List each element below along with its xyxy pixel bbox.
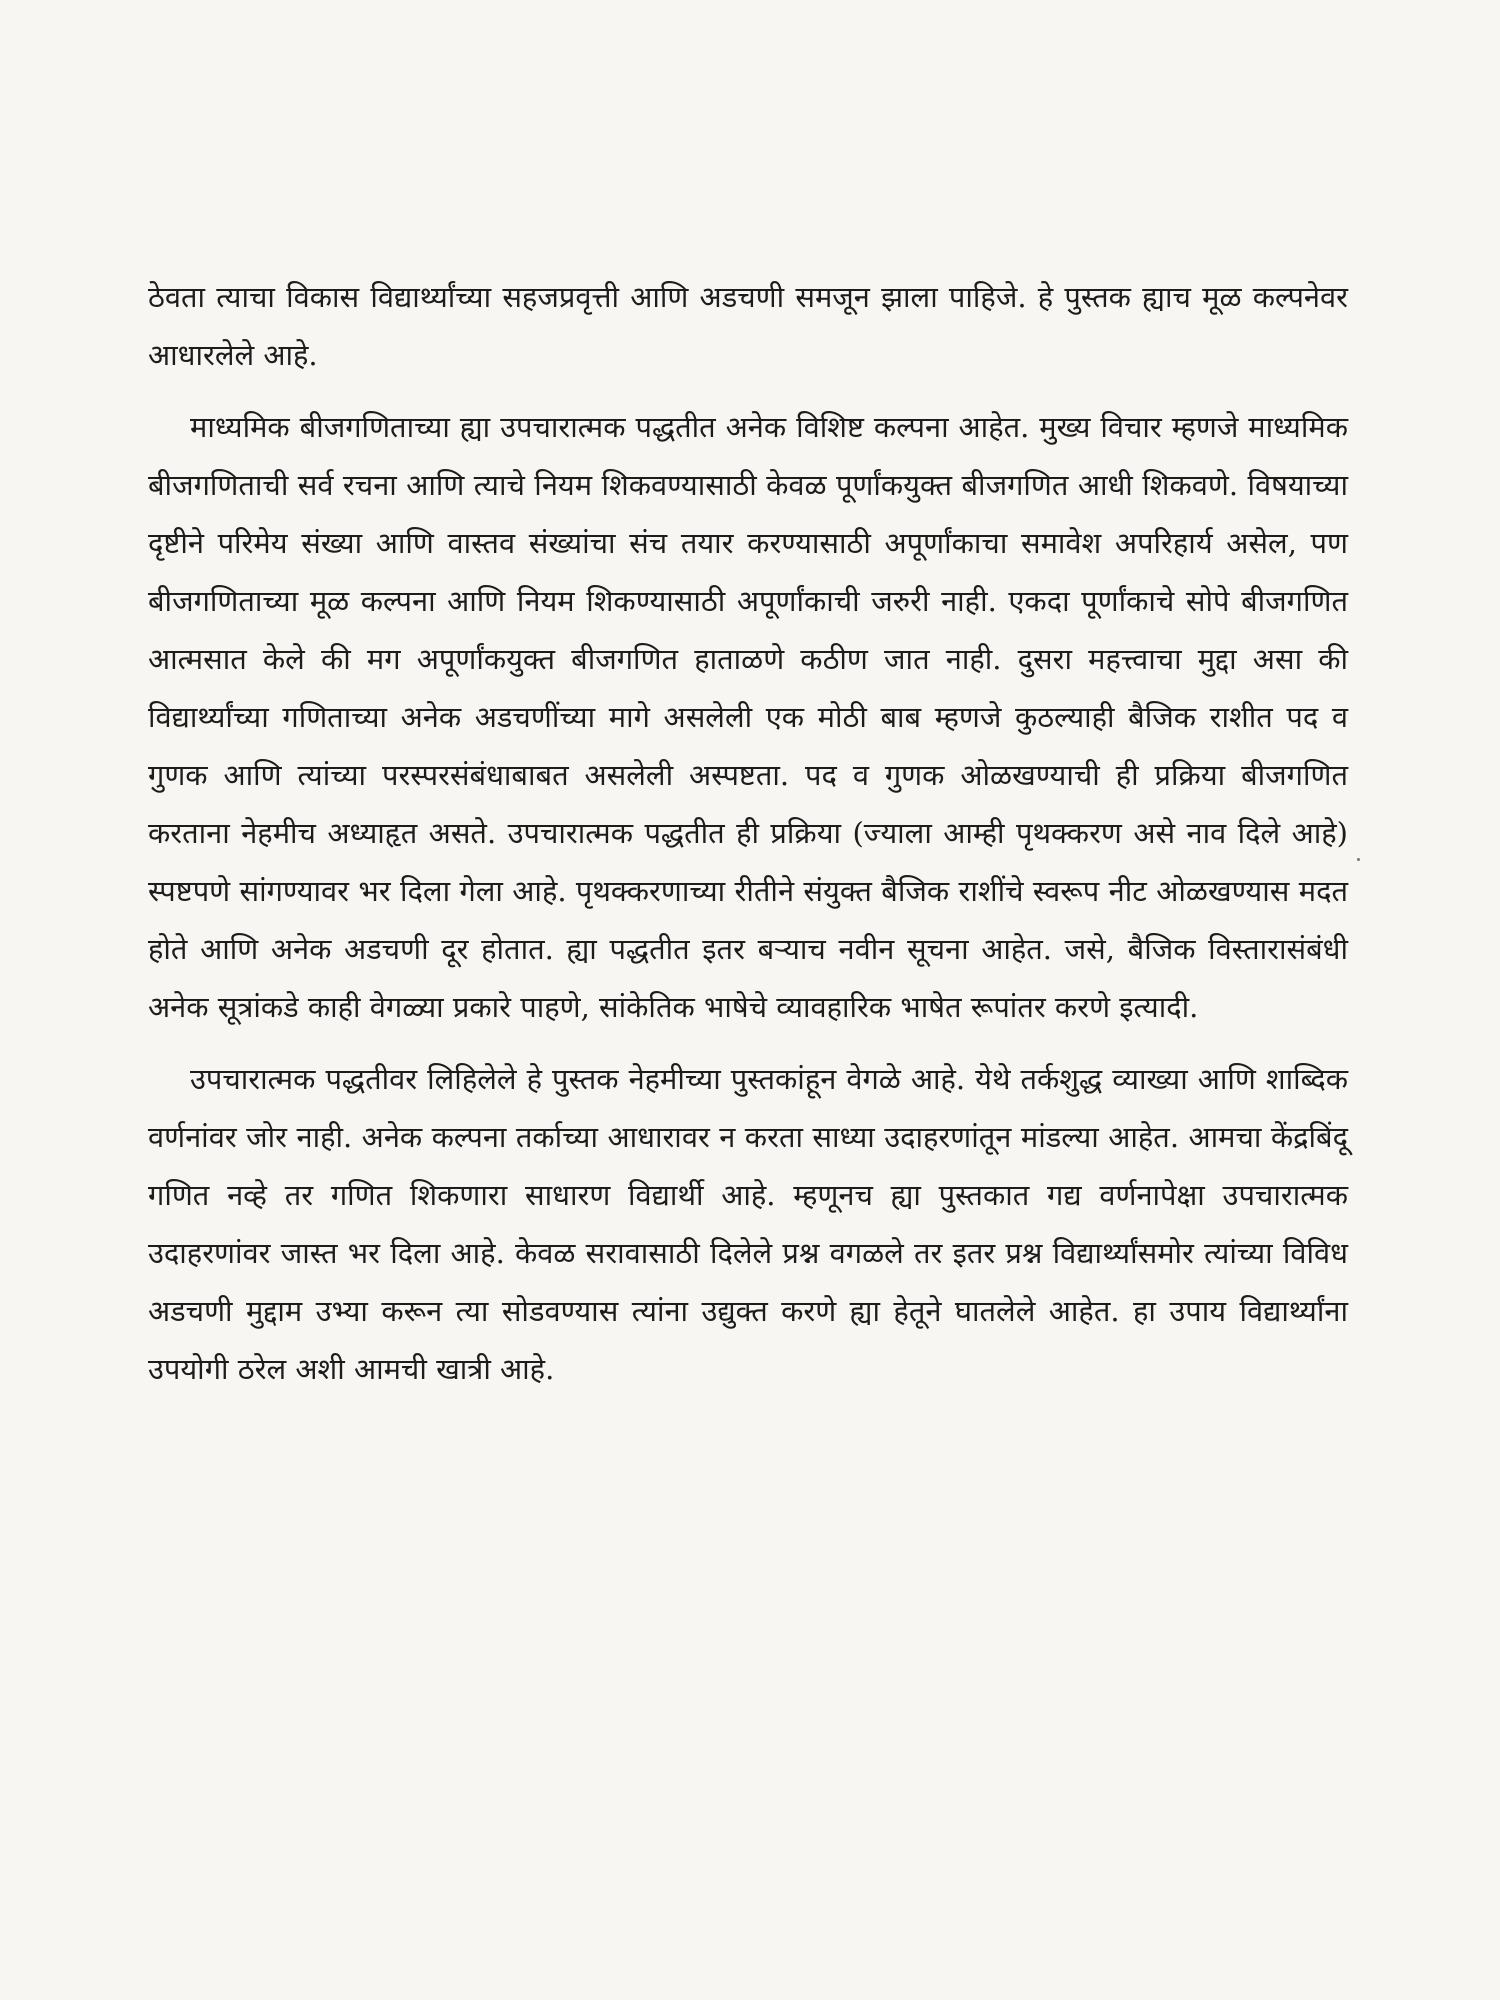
paper-speck-mark — [1357, 858, 1360, 861]
paragraph-book-approach: उपचारात्मक पद्धतीवर लिहिलेले हे पुस्तक नेहमीच्या पुस्तकांहून वेगळे आहे. येथे तर्कशुद्ध व्याख्या आणि शाब्दिक वर्णनांवर जोर नाही. अनेक कल्पना तर्काच्या आधारावर न करता साध्या उदाहरणांतून मांडल्या आहेत. आमचा केंद्रबिंदू गणित नव्हे तर गणित शिकणारा साधारण विद्यार्थी आहे. म्हणूनच ह्या पुस्तकात गद्य वर्णनापेक्षा उपचारात्मक उदाहरणांवर जास्त भर दिला आहे. केवळ सरावासाठी दिलेले प्रश्न वगळले तर इतर प्रश्न विद्यार्थ्यांसमोर त्यांच्या विविध अडचणी मुद्दाम उभ्या करून त्या सोडवण्यास त्यांना उद्युक्त करणे ह्या हेतूने घातलेले आहेत. हा उपाय विद्यार्थ्यांना उपयोगी ठरेल अशी आमची खात्री आहे. — [148, 1062, 1348, 1386]
preface-text — [148, 268, 1348, 1398]
paragraph-method-ideas: माध्यमिक बीजगणिताच्या ह्या उपचारात्मक पद्धतीत अनेक विशिष्ट कल्पना आहेत. मुख्य विचार म्हणजे माध्यमिक बीजगणिताची सर्व रचना आणि त्याचे नियम शिकवण्यासाठी केवळ पूर्णांकयुक्त बीजगणित आधी शिकवणे. विषयाच्या दृष्टीने परिमेय संख्या आणि वास्तव संख्यांचा संच तयार करण्यासाठी अपूर्णांकाचा समावेश अपरिहार्य असेल, पण बीजगणिताच्या मूळ कल्पना आणि नियम शिकण्यासाठी अपूर्णांकाची जरुरी नाही. एकदा पूर्णांकाचे सोपे बीजगणित आत्मसात केले की मग अपूर्णांकयुक्त बीजगणित हाताळणे कठीण जात नाही. दुसरा महत्त्वाचा मुद्दा असा की विद्यार्थ्यांच्या गणिताच्या अनेक अडचणींच्या मागे असलेली एक मोठी बाब म्हणजे कुठल्याही बैजिक राशीत पद व गुणक आणि त्यांच्या परस्परसंबंधाबाबत असलेली अस्पष्टता. पद व गुणक ओळखण्याची ही प्रक्रिया बीजगणित करताना नेहमीच अध्याहृत असते. उपचारात्मक पद्धतीत ही प्रक्रिया (ज्याला आम्ही पृथक्करण असे नाव दिले आहे) स्पष्टपणे सांगण्यावर भर दिला गेला आहे. पृथक्करणाच्या रीतीने संयुक्त बैजिक राशींचे स्वरूप नीट ओळखण्यास मदत होते आणि अनेक अडचणी दूर होतात. ह्या पद्धतीत इतर बऱ्याच नवीन सूचना आहेत. जसे, बैजिक विस्तारासंबंधी अनेक सूत्रांकडे काही वेगळ्या प्रकारे पाहणे, सांकेतिक भाषेचे व्यावहारिक भाषेत रूपांतर करणे इत्यादी. — [148, 410, 1348, 1024]
paragraph-continuation: ठेवता त्याचा विकास विद्यार्थ्यांच्या सहजप्रवृत्ती आणि अडचणी समजून झाला पाहिजे. हे पुस्तक ह्याच मूळ कल्पनेवर आधारलेले आहे. — [148, 280, 1348, 372]
